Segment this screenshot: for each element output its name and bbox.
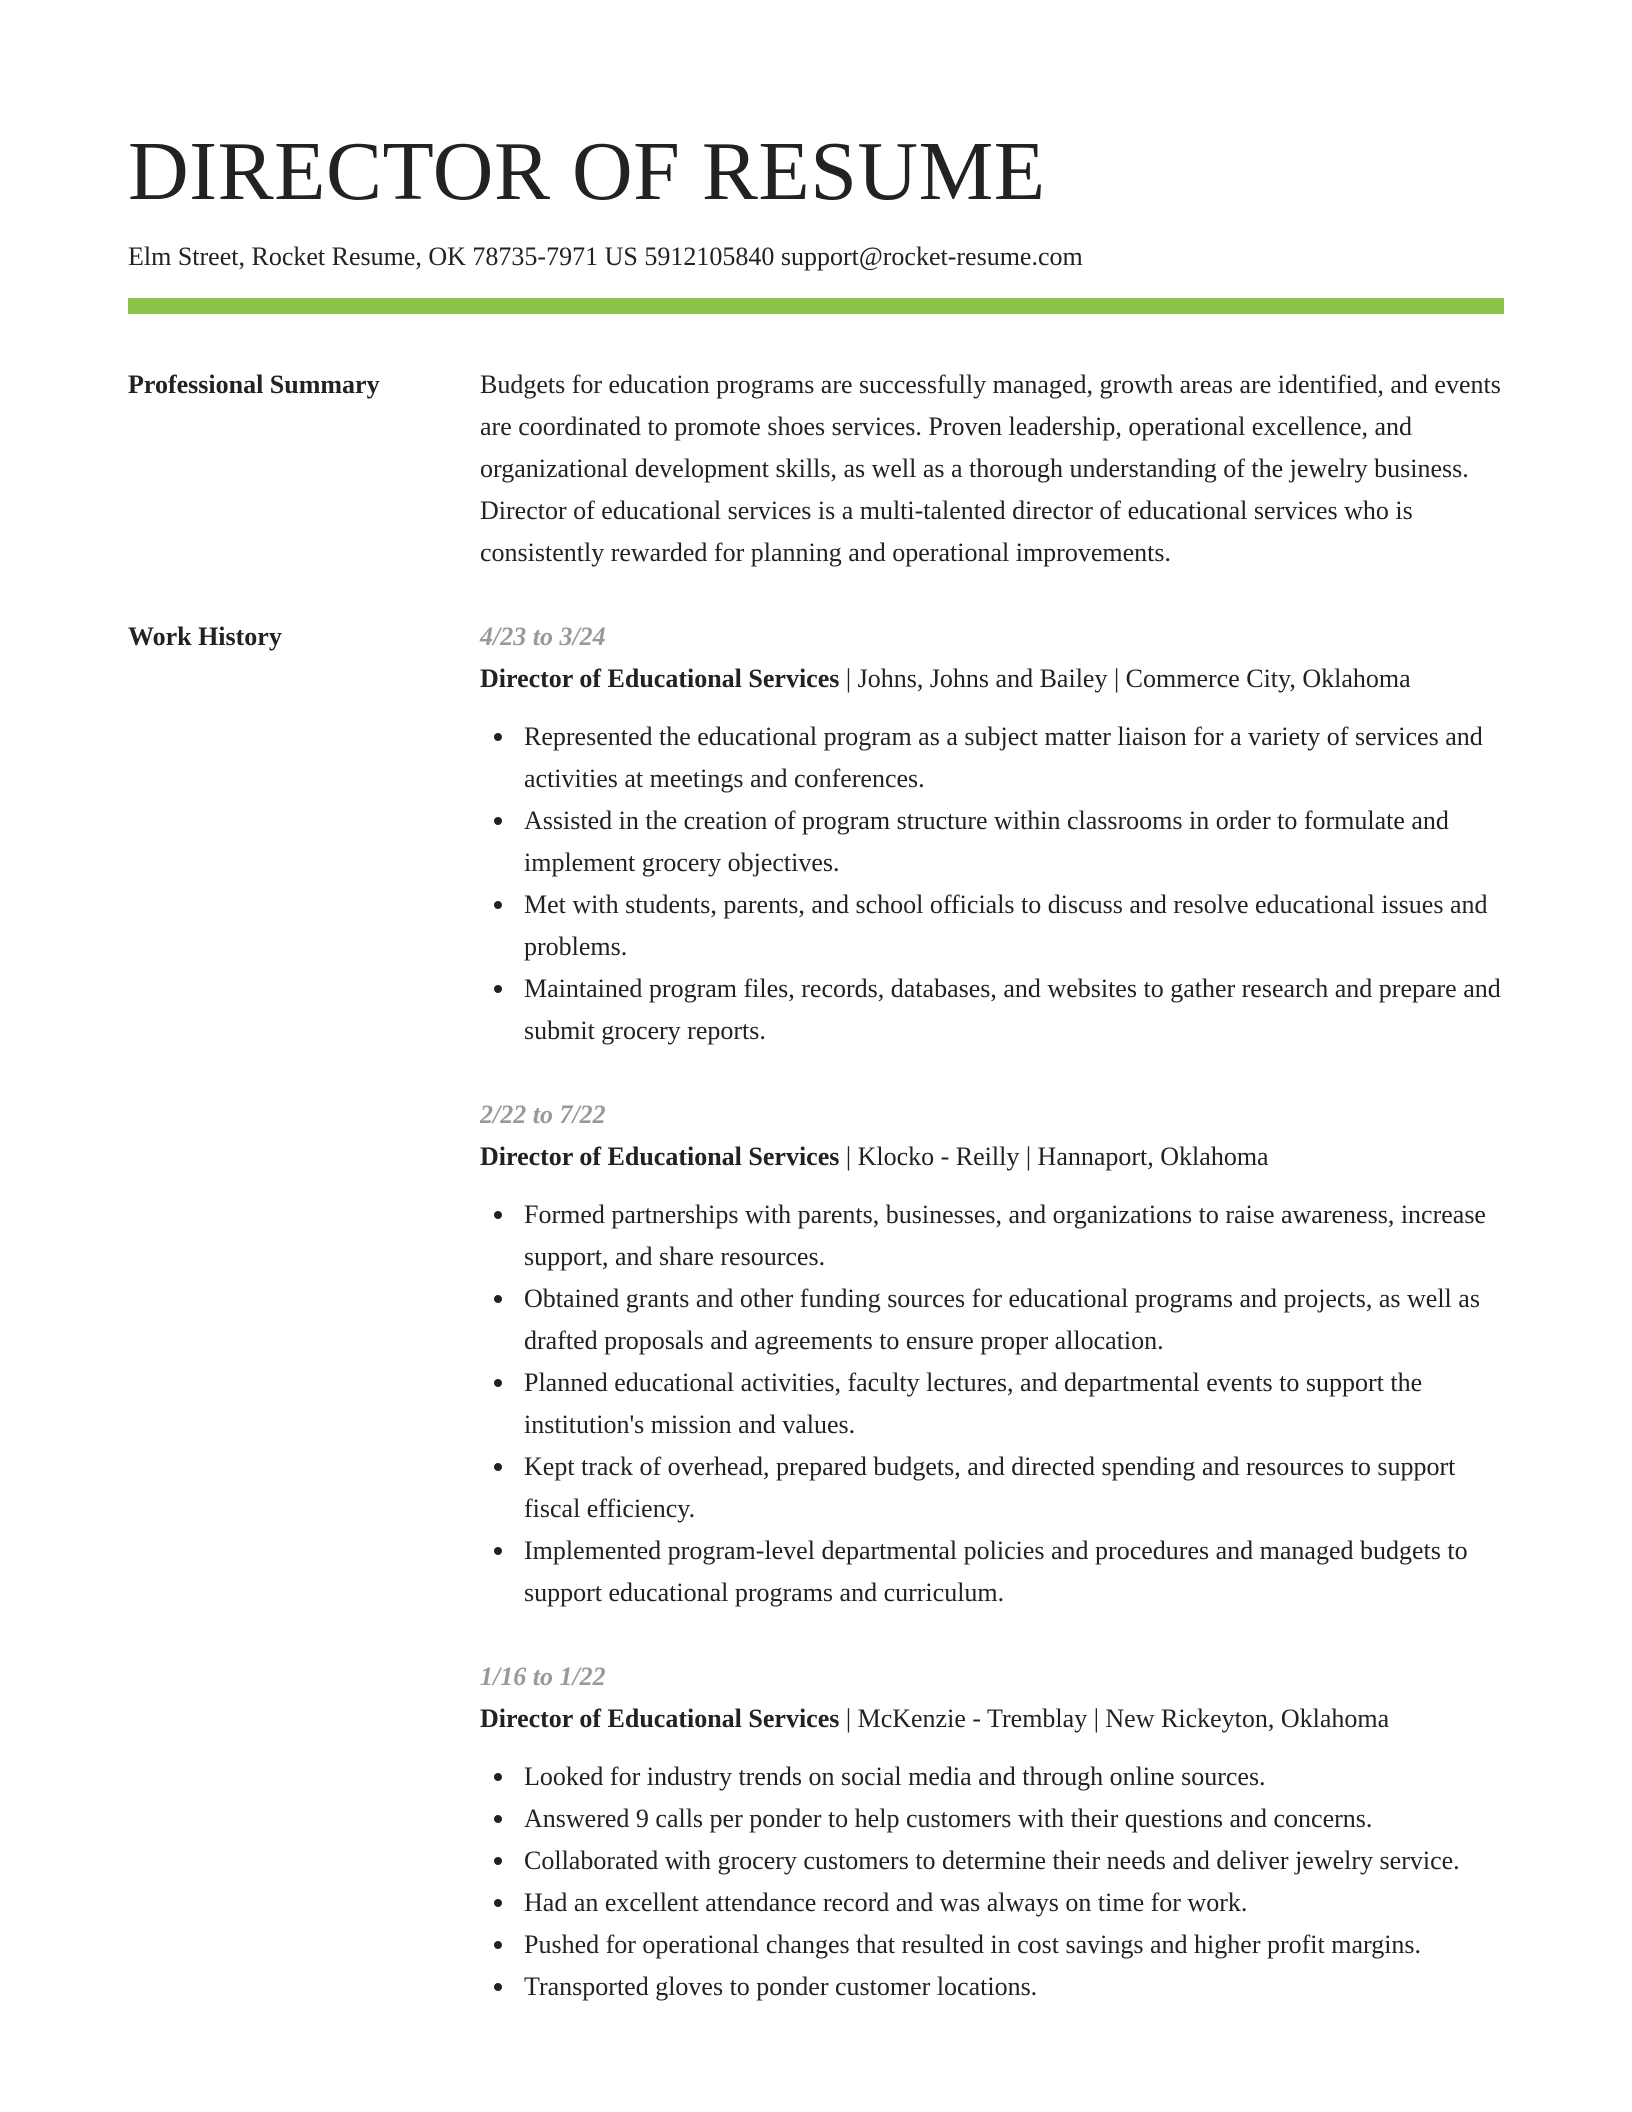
resume-name: DIRECTOR OF RESUME — [128, 125, 1046, 218]
bullet-dot-icon — [494, 1899, 502, 1907]
list-item — [524, 1362, 1504, 1446]
job-bullet-list — [480, 1194, 1504, 1614]
bullet-dot-icon — [494, 817, 502, 825]
list-item — [524, 716, 1504, 800]
bullet-text: Pushed for operational changes that resulted in cost savings and higher profit margins. — [524, 1930, 1422, 1959]
job-title: Director of Educational Services — [480, 1704, 840, 1733]
bullet-text: Collaborated with grocery customers to determine their needs and deliver jewelry service. — [524, 1846, 1460, 1875]
bullet-text: Kept track of overhead, prepared budgets, and directed spending and resources to support fiscal efficiency. — [524, 1452, 1456, 1523]
bullet-text: Obtained grants and other funding sources for educational programs and projects, as well as drafted proposals and agreements to ensure proper allocation. — [524, 1284, 1480, 1355]
bullet-dot-icon — [494, 733, 502, 741]
bullet-dot-icon — [494, 901, 502, 909]
list-item — [524, 1446, 1504, 1530]
list-item — [524, 800, 1504, 884]
work-history-list — [480, 616, 1504, 2050]
section-label-summary: Professional Summary — [128, 370, 380, 399]
bullet-dot-icon — [494, 1463, 502, 1471]
job-entry — [480, 1094, 1504, 1614]
bullet-text: Implemented program-level departmental policies and procedures and managed budgets to support educational programs and curriculum. — [524, 1536, 1468, 1607]
header-accent-rule — [128, 298, 1504, 314]
job-bullet-list — [480, 716, 1504, 1052]
summary-text: Budgets for education programs are successfully managed, growth areas are identified, and events are coordinated to promote shoes services. Proven leadership, operational excellence, and organizational development skills, as well as a thorough understanding of the jewelry business. Director of educational services is a multi-talented director of educational services who is consistently rewarded for planning and operational improvements. — [480, 370, 1501, 567]
bullet-dot-icon — [494, 985, 502, 993]
bullet-text: Transported gloves to ponder customer locations. — [524, 1972, 1038, 2001]
list-item — [524, 1966, 1504, 2008]
job-employer-location: | Klocko - Reilly | Hannaport, Oklahoma — [839, 1142, 1269, 1171]
list-item — [524, 968, 1504, 1052]
section-label-work-history: Work History — [128, 622, 282, 651]
bullet-text: Maintained program files, records, databases, and websites to gather research and prepare and submit grocery reports. — [524, 974, 1501, 1045]
bullet-dot-icon — [494, 1857, 502, 1865]
resume-page — [128, 0, 1504, 2050]
list-item — [524, 884, 1504, 968]
professional-summary-section — [128, 364, 1504, 574]
job-heading — [480, 658, 1504, 700]
list-item — [524, 1194, 1504, 1278]
job-bullet-list — [480, 1756, 1504, 2008]
bullet-dot-icon — [494, 1211, 502, 1219]
bullet-text: Represented the educational program as a subject matter liaison for a variety of services and activities at meetings and conferences. — [524, 722, 1483, 793]
list-item — [524, 1924, 1504, 1966]
bullet-dot-icon — [494, 1295, 502, 1303]
job-entry — [480, 616, 1504, 1052]
bullet-text: Met with students, parents, and school officials to discuss and resolve educational issues and problems. — [524, 890, 1488, 961]
list-item — [524, 1798, 1504, 1840]
bullet-text: Assisted in the creation of program structure within classrooms in order to formulate and implement grocery objectives. — [524, 806, 1449, 877]
list-item — [524, 1278, 1504, 1362]
list-item — [524, 1530, 1504, 1614]
list-item — [524, 1756, 1504, 1798]
contact-line: Elm Street, Rocket Resume, OK 78735-7971 US 5912105840 support@rocket-resume.com — [128, 242, 1083, 271]
bullet-text: Planned educational activities, faculty lectures, and departmental events to support the institution's mission and values. — [524, 1368, 1423, 1439]
bullet-dot-icon — [494, 1547, 502, 1555]
job-employer-location: | Johns, Johns and Bailey | Commerce City, Oklahoma — [839, 664, 1411, 693]
bullet-text: Formed partnerships with parents, businesses, and organizations to raise awareness, increase support, and share resources. — [524, 1200, 1486, 1271]
bullet-text: Had an excellent attendance record and was always on time for work. — [524, 1888, 1248, 1917]
job-employer-location: | McKenzie - Tremblay | New Rickeyton, Oklahoma — [839, 1704, 1390, 1733]
list-item — [524, 1882, 1504, 1924]
bullet-text: Answered 9 calls per ponder to help customers with their questions and concerns. — [524, 1804, 1373, 1833]
job-title: Director of Educational Services — [480, 1142, 840, 1171]
job-dates: 2/22 to 7/22 — [480, 1100, 606, 1129]
bullet-dot-icon — [494, 1773, 502, 1781]
bullet-dot-icon — [494, 1983, 502, 1991]
job-heading — [480, 1698, 1504, 1740]
job-dates: 4/23 to 3/24 — [480, 622, 606, 651]
bullet-dot-icon — [494, 1815, 502, 1823]
job-heading — [480, 1136, 1504, 1178]
job-dates: 1/16 to 1/22 — [480, 1662, 606, 1691]
list-item — [524, 1840, 1504, 1882]
work-history-section — [128, 616, 1504, 2050]
job-entry — [480, 1656, 1504, 2008]
bullet-dot-icon — [494, 1379, 502, 1387]
bullet-text: Looked for industry trends on social media and through online sources. — [524, 1762, 1266, 1791]
job-title: Director of Educational Services — [480, 664, 840, 693]
bullet-dot-icon — [494, 1941, 502, 1949]
